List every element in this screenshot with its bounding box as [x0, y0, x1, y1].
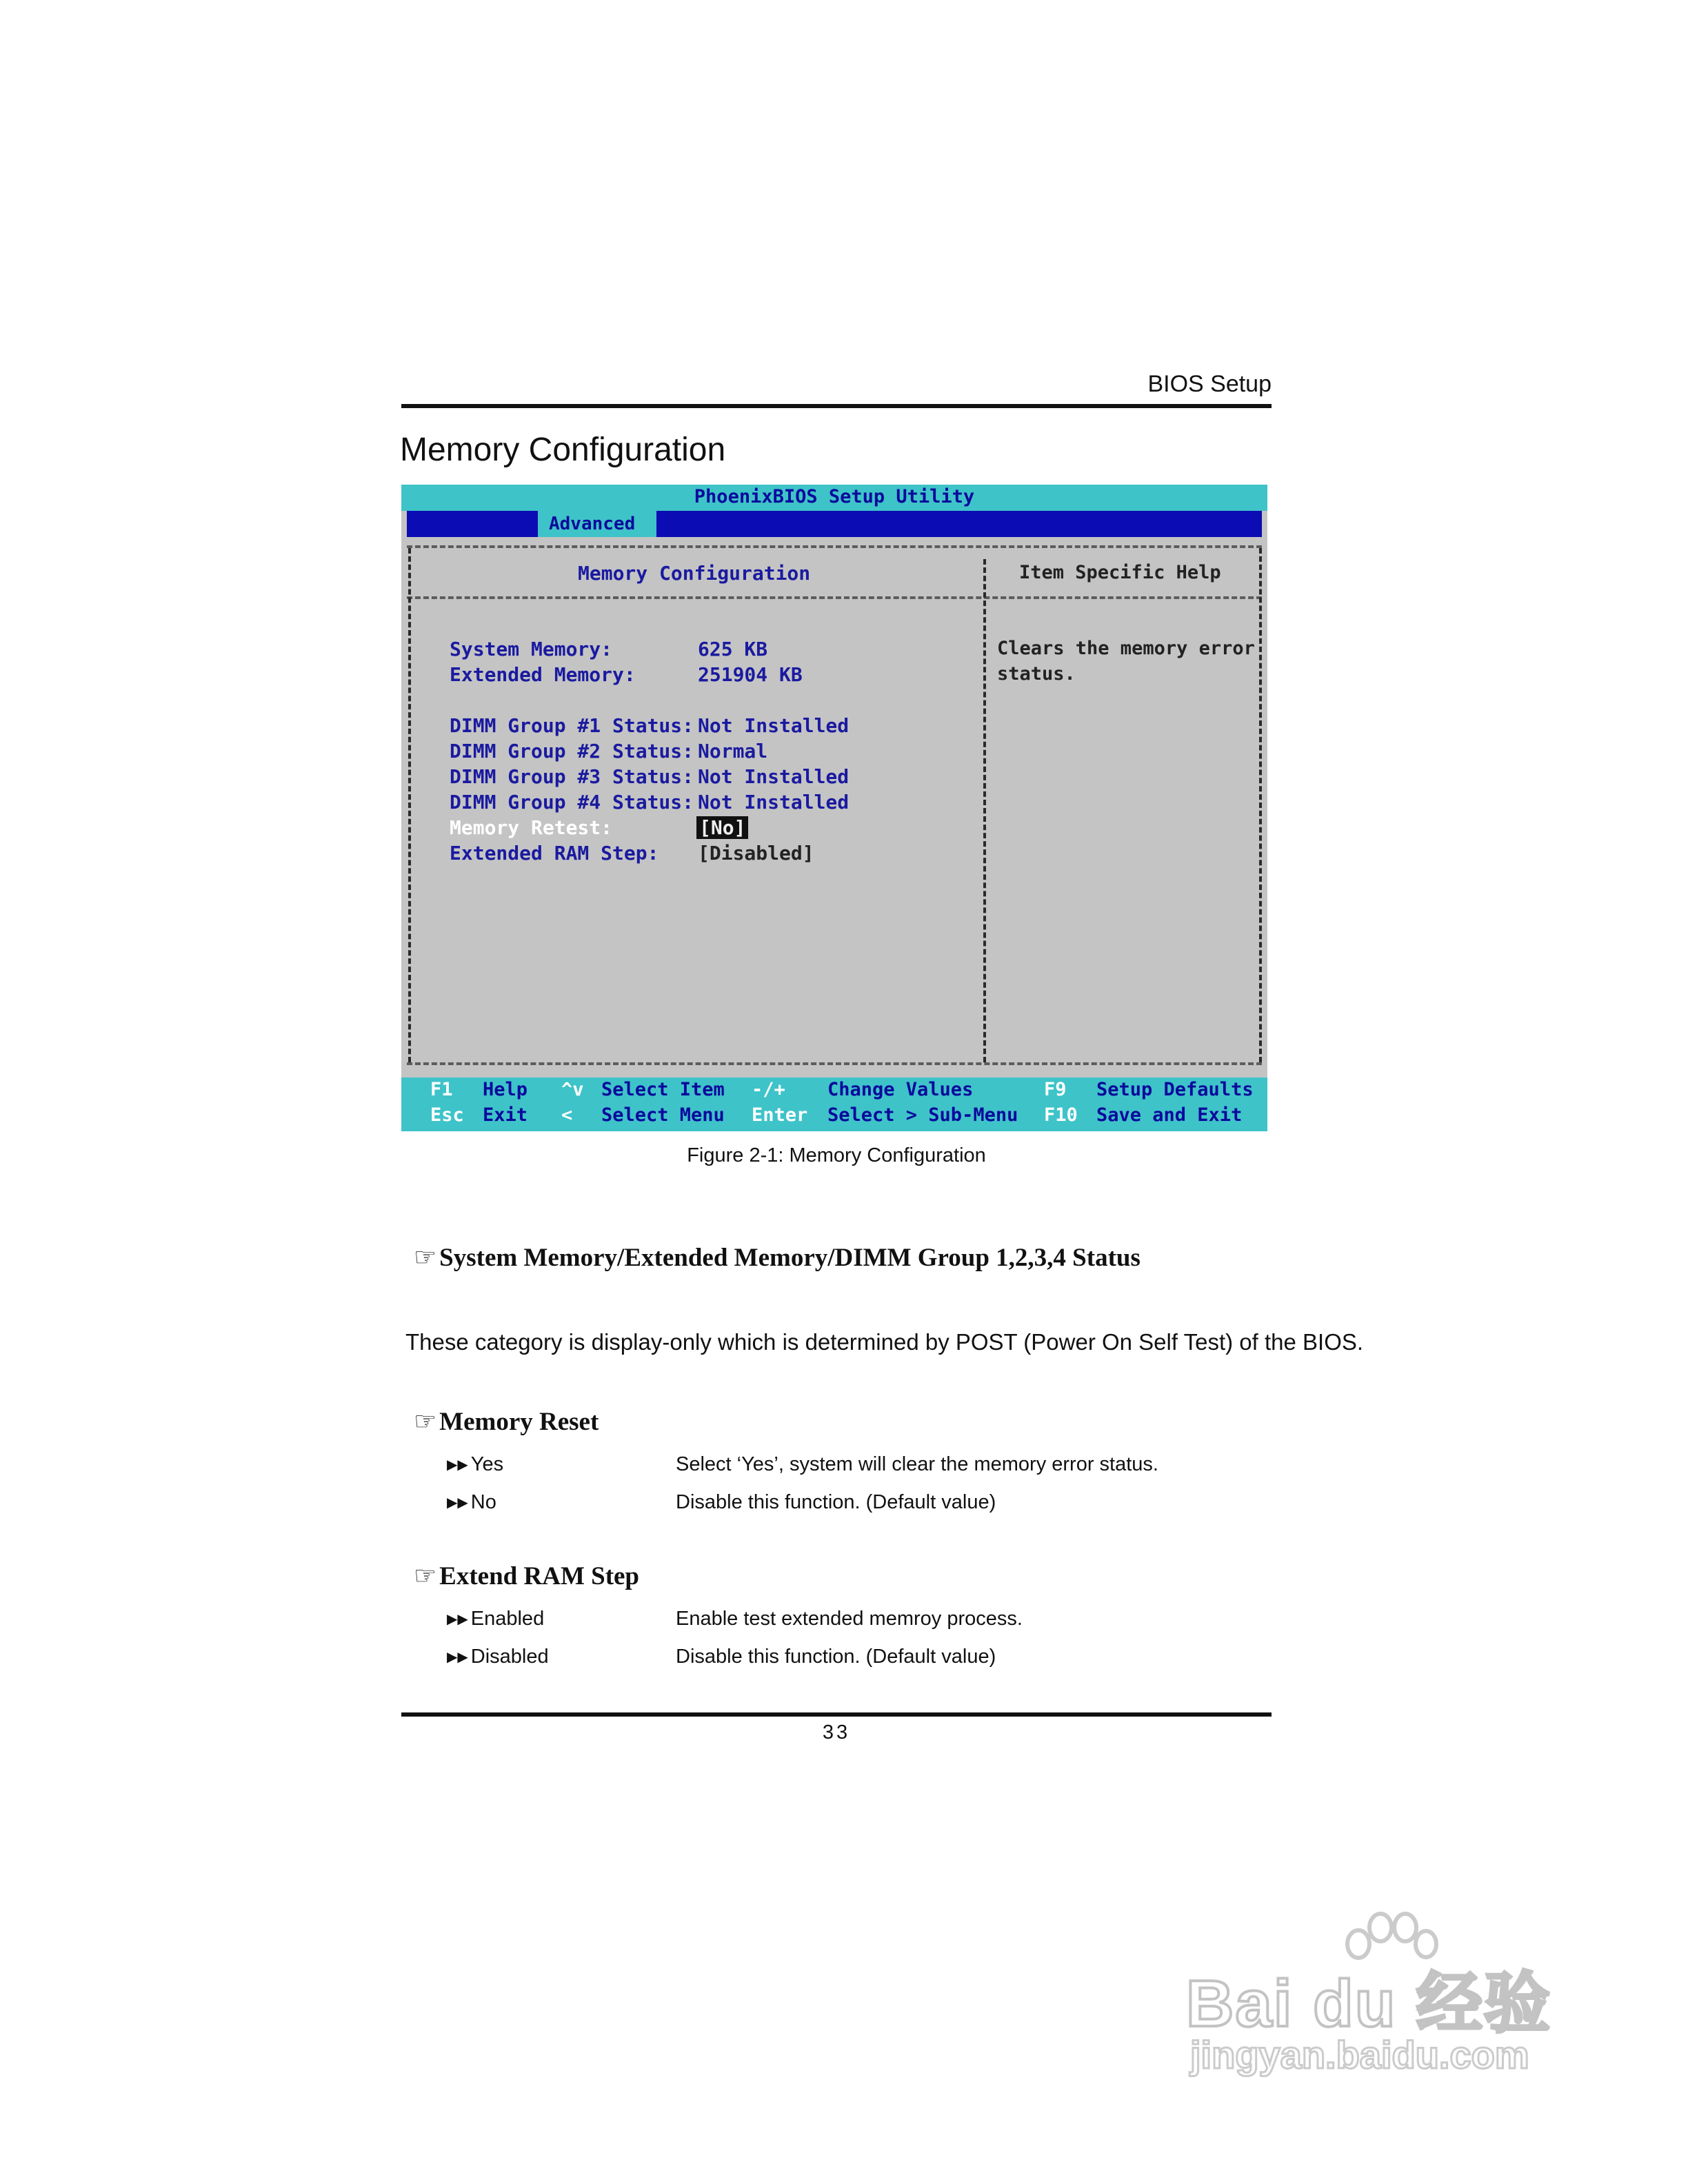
section-heading-extend-ram-step: [414, 1561, 639, 1591]
bios-frame-right: [1259, 548, 1262, 1062]
option-yes-description: Select ‘Yes’, system will clear the memory error status.: [676, 1453, 1158, 1475]
header-rule: [401, 404, 1272, 408]
section-heading-memory-reset-text: Memory Reset: [439, 1408, 599, 1436]
footer-key-f10: F10: [1044, 1104, 1078, 1126]
footer-key-enter: Enter: [752, 1104, 808, 1126]
bios-help-line-1: Clears the memory error: [997, 638, 1255, 659]
footer-change-values: Change Values: [827, 1079, 974, 1100]
section-heading-extend-ram-step-text: Extend RAM Step: [439, 1562, 640, 1590]
bios-help-line-2: status.: [997, 663, 1076, 685]
bios-frame-header-divider: [407, 596, 1262, 599]
option-no: [447, 1491, 496, 1514]
double-triangle-bullet-icon: ▶▶: [447, 1650, 468, 1665]
footer-key-minusplus: -/+: [752, 1079, 785, 1100]
footer-select-submenu: Select > Sub-Menu: [827, 1104, 1018, 1126]
option-no-label: No: [470, 1491, 496, 1513]
row-memory-retest-value[interactable]: [No]: [696, 816, 748, 839]
figure-caption: Figure 2-1: Memory Configuration: [687, 1144, 986, 1166]
bios-utility-title: PhoenixBIOS Setup Utility: [694, 486, 975, 507]
double-triangle-bullet-icon: ▶▶: [447, 1612, 468, 1627]
footer-save-exit: Save and Exit: [1096, 1104, 1243, 1126]
page-title: Memory Configuration: [400, 432, 726, 468]
footer-key-updown: ^v: [561, 1079, 584, 1100]
footer-key-f1: F1: [430, 1079, 453, 1100]
section-heading-memory-reset: [414, 1406, 599, 1437]
row-memory-retest-label[interactable]: Memory Retest:: [450, 816, 613, 839]
baidu-jingyan-watermark: [1186, 1910, 1572, 2089]
option-disabled: [447, 1646, 549, 1668]
option-enabled: [447, 1608, 544, 1630]
watermark-brand: Bai du 经验: [1186, 1967, 1552, 2041]
bios-frame-divider: [983, 559, 986, 1062]
double-triangle-bullet-icon: ▶▶: [447, 1457, 468, 1473]
bios-panel-title: Memory Configuration: [578, 562, 811, 585]
footer-exit: Exit: [483, 1104, 528, 1126]
watermark-url: jingyan.baidu.com: [1190, 2033, 1529, 2076]
row-dimm2-label: DIMM Group #2 Status:: [450, 740, 694, 762]
pointing-hand-icon: ☞: [414, 1244, 437, 1272]
option-yes: [447, 1453, 503, 1476]
row-extended-ram-step-value[interactable]: [Disabled]: [698, 842, 814, 865]
footer-setup-defaults: Setup Defaults: [1096, 1079, 1254, 1100]
footer-key-leftright: <: [561, 1104, 573, 1126]
footer-key-esc: Esc: [430, 1104, 464, 1126]
pointing-hand-icon: ☞: [414, 1408, 437, 1436]
option-enabled-description: Enable test extended memroy process.: [676, 1608, 1023, 1630]
footer-select-menu: Select Menu: [601, 1104, 725, 1126]
option-no-description: Disable this function. (Default value): [676, 1491, 996, 1513]
row-extended-ram-step-label[interactable]: Extended RAM Step:: [450, 842, 659, 865]
footer-select-item: Select Item: [601, 1079, 725, 1100]
option-disabled-description: Disable this function. (Default value): [676, 1646, 996, 1668]
footer-help: Help: [483, 1079, 528, 1100]
row-dimm4-value: Not Installed: [698, 791, 850, 813]
row-system-memory-label: System Memory:: [450, 638, 613, 660]
row-dimm3-value: Not Installed: [698, 765, 850, 788]
bios-screenshot: [401, 485, 1267, 1131]
row-dimm2-value: Normal: [698, 740, 768, 762]
footer-key-f9: F9: [1044, 1079, 1067, 1100]
double-triangle-bullet-icon: ▶▶: [447, 1495, 468, 1510]
bios-frame-top: [407, 545, 1262, 548]
section-heading-status-text: System Memory/Extended Memory/DIMM Group 1,2,3,4 Status: [439, 1244, 1141, 1272]
pointing-hand-icon: ☞: [414, 1562, 437, 1590]
bios-help-title: Item Specific Help: [1019, 562, 1221, 583]
option-enabled-label: Enabled: [470, 1608, 545, 1630]
section-heading-status: [414, 1242, 1141, 1273]
row-extended-memory-value: 251904 KB: [698, 663, 803, 686]
section-status-body: These category is display-only which is determined by POST (Power On Self Test) of the BIOS.: [405, 1329, 1364, 1355]
option-yes-label: Yes: [470, 1453, 504, 1475]
bios-frame-left: [408, 548, 411, 1062]
row-system-memory-value: 625 KB: [698, 638, 768, 660]
row-dimm4-label: DIMM Group #4 Status:: [450, 791, 694, 813]
row-dimm3-label: DIMM Group #3 Status:: [450, 765, 694, 788]
row-dimm1-label: DIMM Group #1 Status:: [450, 714, 694, 737]
row-dimm1-value: Not Installed: [698, 714, 850, 737]
footer-rule: [401, 1712, 1272, 1717]
running-header: BIOS Setup: [1147, 371, 1272, 397]
page-number: 33: [822, 1721, 851, 1743]
bios-menu-bar: [407, 511, 1262, 537]
row-extended-memory-label: Extended Memory:: [450, 663, 636, 686]
option-disabled-label: Disabled: [470, 1646, 549, 1668]
bios-frame-bottom: [407, 1062, 1262, 1065]
tab-advanced[interactable]: Advanced: [538, 511, 656, 537]
